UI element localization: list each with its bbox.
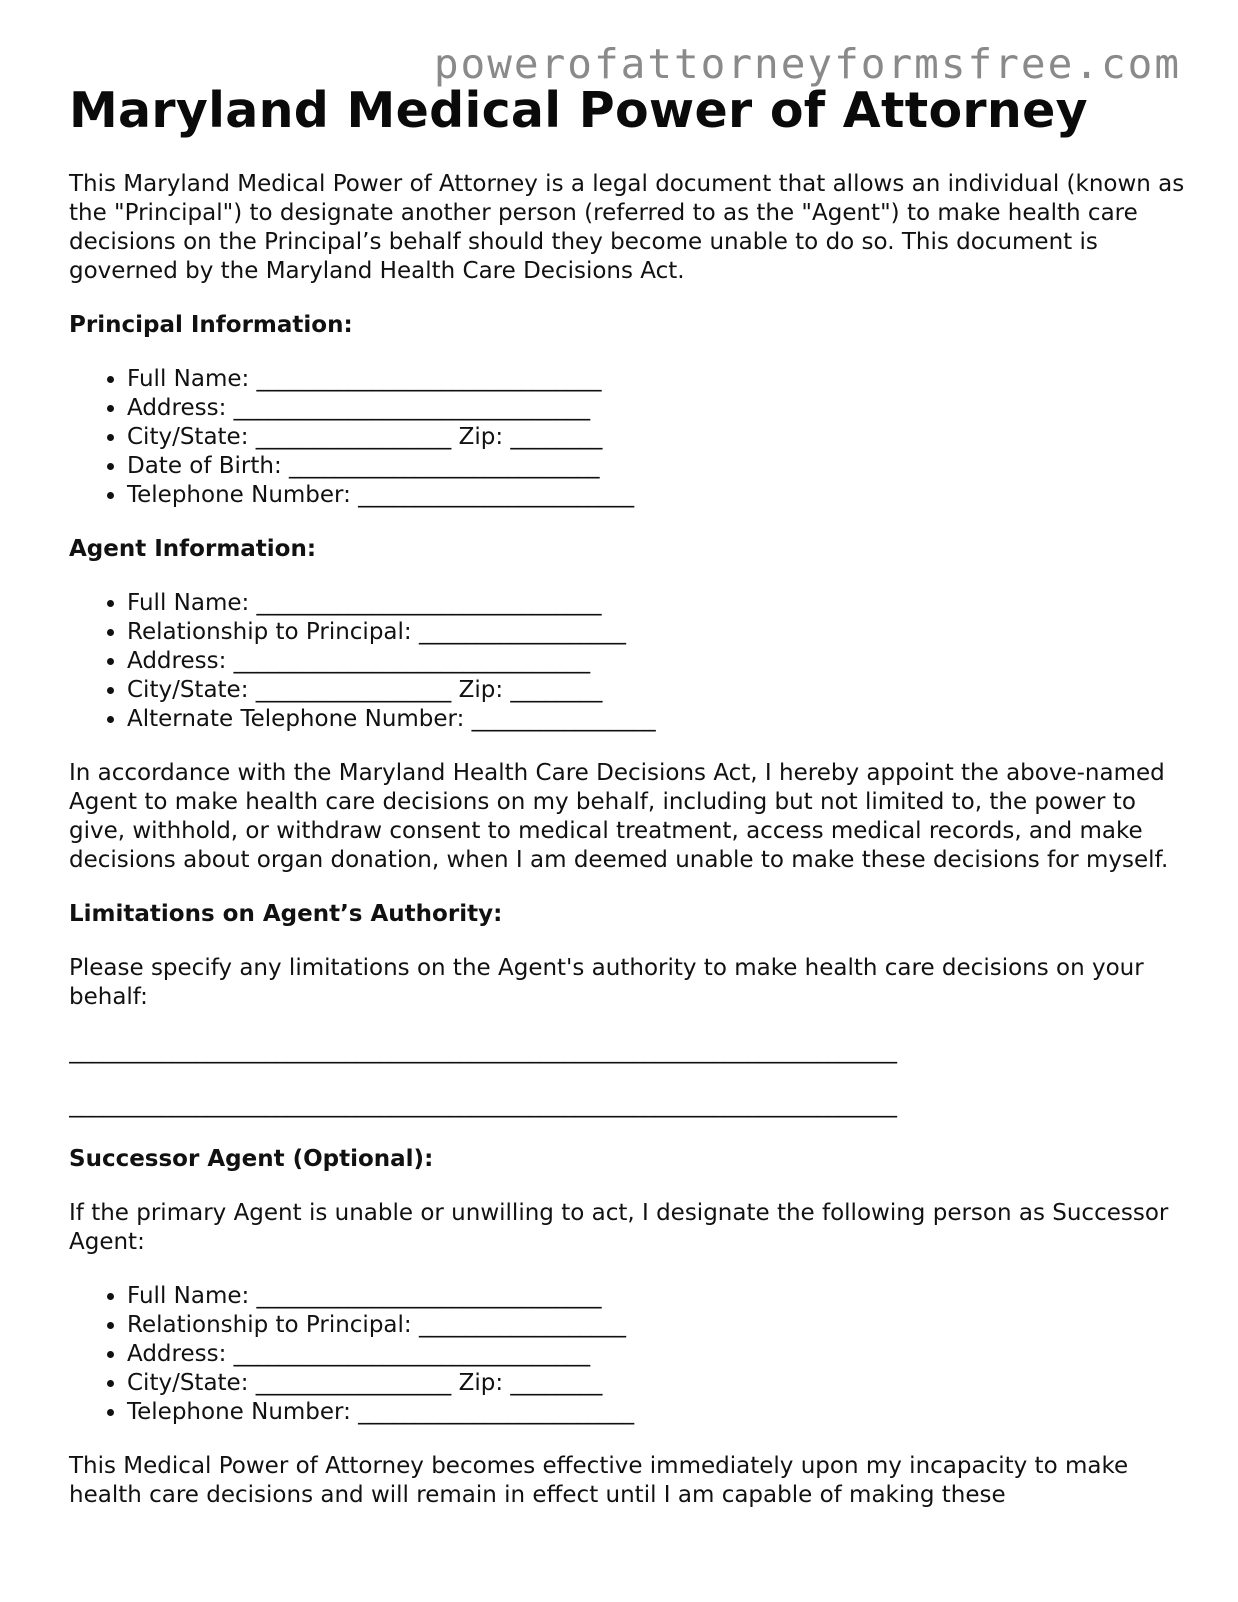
successor-full-name-field: • Full Name: ______________________________	[127, 1282, 1189, 1311]
document-page	[69, 82, 1189, 1535]
agent-city-state-zip-field: • City/State: _________________ Zip: ________	[127, 676, 1189, 705]
successor-address-field: • Address: _______________________________	[127, 1340, 1189, 1369]
agent-heading: Agent Information:	[69, 535, 317, 562]
principal-full-name-field: • Full Name: ______________________________	[127, 365, 1189, 394]
agent-address-field: • Address: _______________________________	[127, 647, 1189, 676]
agent-field-list	[69, 589, 1189, 734]
principal-city-state-zip-field: • City/State: _________________ Zip: ________	[127, 423, 1189, 452]
intro-paragraph: This Maryland Medical Power of Attorney is a legal document that allows an individual (known as the "Principal") to designate another person (referred to as the "Agent") to make health care decisions on the Principal’s behalf should they become unable to do so. This document is governed by the Maryland Health Care Decisions Act.	[69, 170, 1185, 284]
successor-relationship-field: • Relationship to Principal: __________________	[127, 1311, 1189, 1340]
limitations-blank-line-1: ________________________________________________________________________	[69, 1037, 897, 1064]
site-watermark: powerofattorneyformsfree.com	[433, 40, 1181, 88]
successor-city-state-zip-field: • City/State: _________________ Zip: ________	[127, 1369, 1189, 1398]
successor-field-list	[69, 1282, 1189, 1427]
successor-paragraph: If the primary Agent is unable or unwilling to act, I designate the following person as Successor Agent:	[69, 1199, 1169, 1255]
principal-heading: Principal Information:	[69, 311, 353, 338]
appointment-paragraph: In accordance with the Maryland Health Care Decisions Act, I hereby appoint the above-named Agent to make health care decisions on my behalf, including but not limited to, the power to give, withhold, or withdraw consent to medical treatment, access medical records, and make decisions about organ donation, when I am deemed unable to make these decisions for myself.	[69, 759, 1169, 873]
effective-paragraph: This Medical Power of Attorney becomes effective immediately upon my incapacity to make health care decisions and will remain in effect until I am capable of making these	[69, 1452, 1129, 1508]
successor-heading: Successor Agent (Optional):	[69, 1145, 434, 1172]
limitations-blank-line-2: ________________________________________________________________________	[69, 1091, 897, 1118]
limitations-heading: Limitations on Agent’s Authority:	[69, 900, 503, 927]
principal-telephone-field: • Telephone Number: ________________________	[127, 481, 1189, 510]
principal-address-field: • Address: _______________________________	[127, 394, 1189, 423]
page-title: Maryland Medical Power of Attorney	[69, 82, 1088, 139]
agent-relationship-field: • Relationship to Principal: __________________	[127, 618, 1189, 647]
successor-telephone-field: • Telephone Number: ________________________	[127, 1398, 1189, 1427]
agent-full-name-field: • Full Name: ______________________________	[127, 589, 1189, 618]
principal-field-list	[69, 365, 1189, 510]
principal-date-of-birth-field: • Date of Birth: ___________________________	[127, 452, 1189, 481]
limitations-paragraph: Please specify any limitations on the Agent's authority to make health care decisions on your behalf:	[69, 954, 1144, 1010]
agent-alternate-telephone-field: • Alternate Telephone Number: ________________	[127, 705, 1189, 734]
